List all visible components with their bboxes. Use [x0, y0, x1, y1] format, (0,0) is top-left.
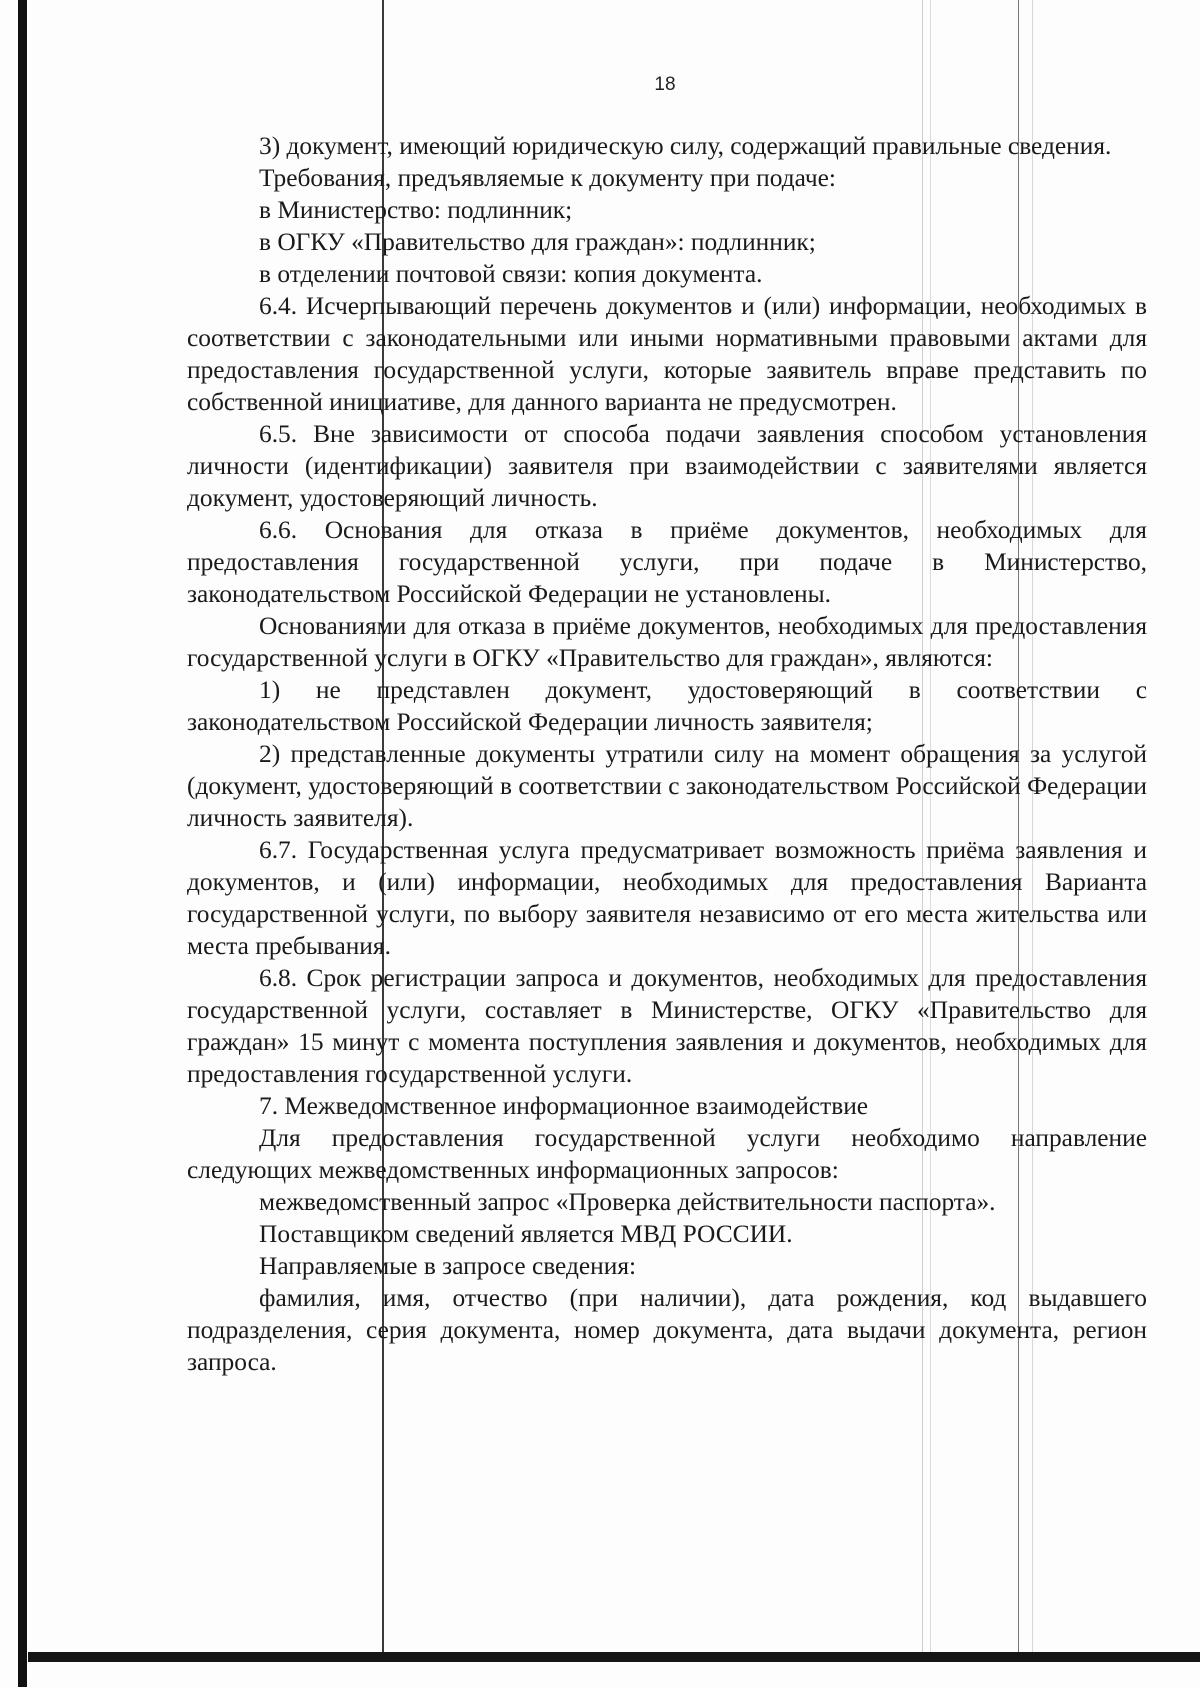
paragraph: фамилия, имя, отчество (при наличии), дата рождения, код выдавшего подразделения, серия документа, номер документа, дата выдачи документа, регион запроса.: [187, 1284, 1147, 1376]
page-number: 18: [654, 74, 676, 95]
scan-edge-left: [18, 0, 27, 1687]
paragraph: 6.6. Основания для отказа в приёме документов, необходимых для предоставления государственной услуги, при подаче в Министерство, законодательством Российской Федерации не установлены.: [187, 516, 1147, 608]
paragraph: 1) не представлен документ, удостоверяющий в соответствии с законодательством Российской Федерации личность заявителя;: [187, 676, 1147, 736]
paragraph: Основаниями для отказа в приёме документов, необходимых для предоставления государственной услуги в ОГКУ «Правительство для граждан», являются:: [187, 612, 1147, 672]
paragraph: 2) представленные документы утратили силу на момент обращения за услугой (документ, удостоверяющий в соответствии с законодательством Российской Федерации личность заявителя).: [187, 740, 1147, 832]
paragraph: в Министерство: подлинник;: [259, 196, 573, 224]
paragraph: Поставщиком сведений является МВД РОССИИ.: [259, 1220, 793, 1248]
paragraph: в ОГКУ «Правительство для граждан»: подлинник;: [259, 228, 816, 256]
paragraph: 7. Межведомственное информационное взаимодействие: [259, 1092, 869, 1120]
paragraph: 6.4. Исчерпывающий перечень документов и (или) информации, необходимых в соответствии с законодательными или иными нормативными правовыми актами для предоставления государственной услуги, которые заявитель вправе представить по собственной инициативе, для данного варианта не предусмотрен.: [187, 292, 1147, 416]
paragraph: 3) документ, имеющий юридическую силу, содержащий правильные сведения.: [259, 132, 1112, 160]
paragraph: 6.8. Срок регистрации запроса и документов, необходимых для предоставления государственной услуги, составляет в Министерстве, ОГКУ «Правительство для граждан» 15 минут с момента поступления заявления и документов, необходимых для предоставления государственной услуги.: [187, 964, 1147, 1088]
paragraph: Для предоставления государственной услуги необходимо направление следующих межведомственных информационных запросов:: [187, 1124, 1147, 1184]
paragraph: межведомственный запрос «Проверка действительности паспорта».: [259, 1188, 996, 1216]
paragraph: 6.5. Вне зависимости от способа подачи заявления способом установления личности (идентификации) заявителя при взаимодействии с заявителями является документ, удостоверяющий личность.: [187, 420, 1147, 512]
paragraph: Направляемые в запросе сведения:: [259, 1252, 637, 1280]
paragraph: Требования, предъявляемые к документу при подаче:: [259, 164, 836, 192]
paragraph: 6.7. Государственная услуга предусматривает возможность приёма заявления и документов, и (или) информации, необходимых для предоставления Варианта государственной услуги, по выбору заявителя независимо от его места жительства или места пребывания.: [187, 836, 1147, 960]
scan-edge-bottom: [28, 1652, 1200, 1662]
paragraph: в отделении почтовой связи: копия документа.: [259, 260, 763, 288]
document-body: [187, 130, 1147, 1378]
